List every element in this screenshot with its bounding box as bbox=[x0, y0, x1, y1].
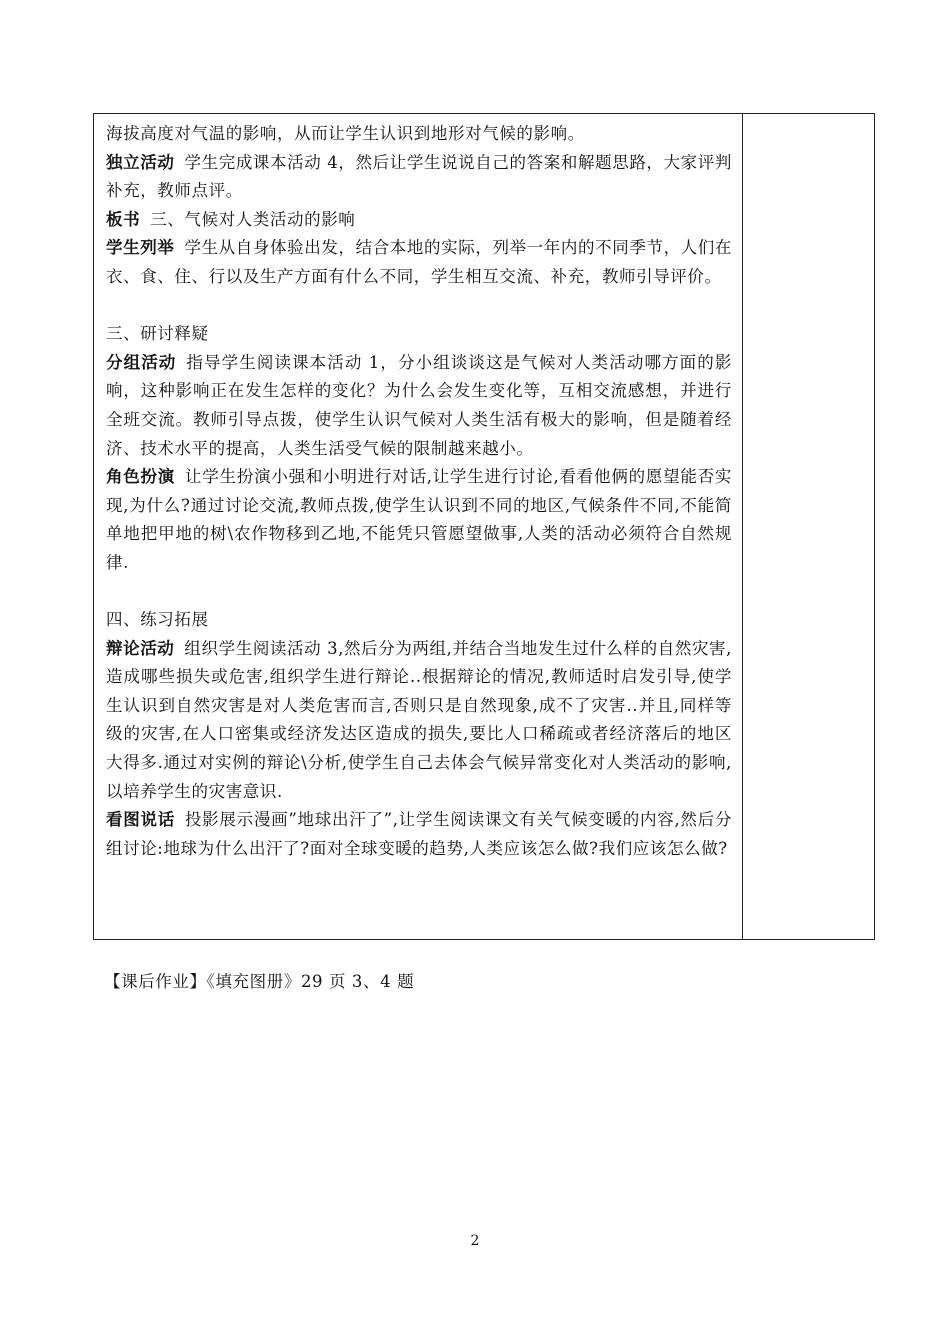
activity-label: 角色扮演 bbox=[106, 467, 176, 487]
paragraph-text: 学生完成课本活动 4，然后让学生说说自己的答案和解题思路，大家评判补充，教师点评。 bbox=[106, 152, 732, 201]
page-number: 2 bbox=[470, 1233, 480, 1249]
paragraph bbox=[106, 349, 732, 463]
activity-label: 独立活动 bbox=[106, 152, 175, 172]
homework-note: 【课后作业】《填充图册》29 页 3、4 题 bbox=[104, 972, 415, 991]
paragraph-text: 让学生扮演小强和小明进行对话,让学生进行讨论,看看他俩的愿望能否实现,为什么?通过讨论交流,教师点拨,使学生认识到不同的地区,气候条件不同,不能简单地把甲地的树\农作物移到乙地,不能凭只管愿望做事,人类的活动必须符合自然规律. bbox=[106, 467, 732, 572]
paragraph bbox=[106, 149, 732, 206]
paragraph bbox=[106, 120, 732, 149]
lesson-content bbox=[94, 114, 742, 863]
paragraph bbox=[106, 234, 732, 291]
activity-label: 学生列举 bbox=[106, 238, 175, 258]
paragraph bbox=[106, 806, 732, 863]
paragraph bbox=[106, 635, 732, 807]
paragraph-text: 三、研讨释疑 bbox=[106, 324, 209, 344]
table-row bbox=[94, 114, 875, 940]
paragraph-text: 四、练习拓展 bbox=[106, 610, 209, 630]
paragraph-text: 投影展示漫画”地球出汗了”,让学生阅读课文有关气候变暖的内容,然后分组讨论:地球为什么出汗了?面对全球变暖的趋势,人类应该怎么做?我们应该怎么做? bbox=[106, 810, 732, 858]
lesson-table bbox=[93, 113, 875, 940]
paragraph-text: 三、气候对人类活动的影响 bbox=[150, 209, 356, 229]
paragraph-text: 指导学生阅读课本活动 1，分小组谈谈这是气候对人类活动哪方面的影响，这种影响正在发生怎样的变化？为什么会发生变化等，互相交流感想，并进行全班交流。教师引导点拨，使学生认识气候对人类生活有极大的影响，但是随着经济、技术水平的提高，人类生活受气候的限制越来越小。 bbox=[106, 352, 732, 458]
paragraph bbox=[106, 206, 732, 235]
notes-cell bbox=[743, 114, 875, 940]
activity-label: 看图说话 bbox=[106, 810, 175, 830]
paragraph bbox=[106, 463, 732, 577]
paragraph bbox=[106, 320, 732, 349]
activity-label: 板书 bbox=[106, 209, 141, 229]
paragraph-text: 组织学生阅读活动 3,然后分为两组,并结合当地发生过什么样的自然灾害,造成哪些损失或危害,组织学生进行辩论..根据辩论的情况,教师适时启发引导,使学生认识到自然灾害是对人类危害而言,否则只是自然现象,成不了灾害..并且,同样等级的灾害,在人口密集或经济发达区造成的损失,要比人口稀疏或者经济落后的地区大得多.通过对实例的辩论\分析,使学生自己去体会气候异常变化对人类活动的影响,以培养学生的灾害意识. bbox=[106, 638, 732, 801]
main-content-cell bbox=[94, 114, 743, 940]
blank-line bbox=[106, 578, 732, 607]
paragraph-text: 海拔高度对气温的影响，从而让学生认识到地形对气候的影响。 bbox=[106, 124, 585, 143]
paragraph-text: 学生从自身体验出发，结合本地的实际，列举一年内的不同季节，人们在衣、食、住、行以及生产方面有什么不同，学生相互交流、补充，教师引导评价。 bbox=[106, 238, 732, 286]
activity-label: 辩论活动 bbox=[106, 638, 175, 658]
paragraph bbox=[106, 606, 732, 635]
blank-line bbox=[106, 292, 732, 321]
activity-label: 分组活动 bbox=[106, 352, 177, 372]
